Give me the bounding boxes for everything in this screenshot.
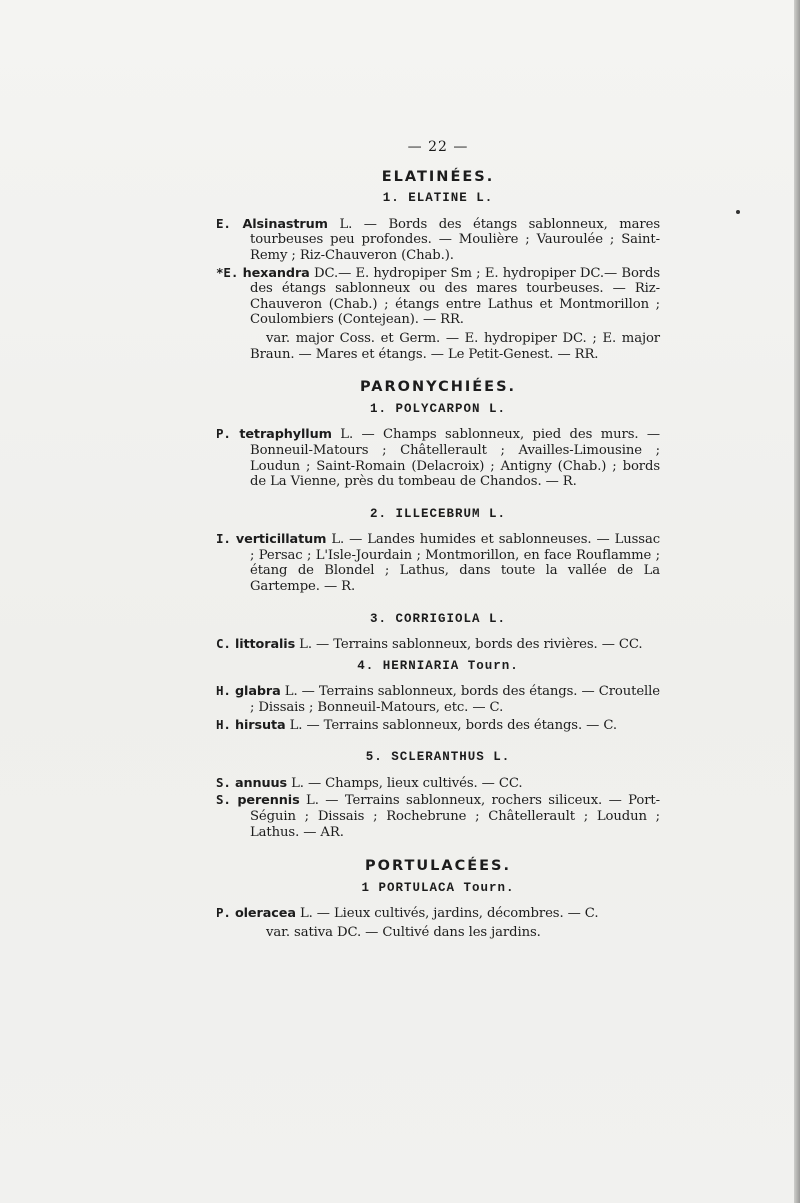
species-entry	[216, 905, 660, 922]
species-entry	[216, 775, 660, 792]
species-genus-abbr: C.	[216, 636, 231, 652]
genus-heading-herniaria: 4. HERNIARIA Tourn.	[357, 658, 519, 673]
species-name: oleracea	[234, 906, 296, 922]
page-text-block	[216, 140, 660, 941]
species-genus-abbr: H.	[216, 716, 231, 732]
genus-heading-polycarpon: 1. POLYCARPON L.	[369, 401, 507, 416]
species-genus-abbr: P.	[216, 426, 231, 442]
species-entry	[216, 426, 660, 489]
species-genus-abbr: P.	[216, 905, 231, 921]
species-name: perennis	[237, 793, 300, 809]
species-entry	[216, 683, 660, 715]
species-genus-abbr: S.	[216, 774, 231, 790]
species-description: L. — Champs sablonneux, pied des murs. — Bonneuil-Matours ; Châtellerault ; Availles-Limousine ; Loudun ; Saint-Romain (Delacroix) ; Antigny (Chab.) ; bords de La Vienne, près du tombeau de Chandos. — R.	[250, 427, 661, 490]
family-heading-portulacees: PORTULACÉES.	[365, 858, 511, 875]
variety-entry: var. major Coss. et Germ. — E. hydropiper DC. ; E. major Braun. — Mares et étangs. — Le Petit-Genest. — RR.	[250, 330, 660, 362]
species-name: Alsinastrum	[242, 216, 328, 232]
species-entry	[216, 531, 660, 594]
species-name: annuus	[234, 775, 288, 791]
page-binding-edge	[794, 0, 800, 1203]
variety-entry: var. sativa DC. — Cultivé dans les jardins.	[266, 924, 541, 940]
species-genus-abbr: *E.	[216, 264, 239, 280]
genus-heading-corrigiola: 3. CORRIGIOLA L.	[369, 611, 507, 626]
species-entry	[216, 636, 660, 653]
genus-heading-illecebrum: 2. ILLECEBRUM L.	[369, 506, 507, 521]
species-name: tetraphyllum	[239, 427, 332, 443]
species-genus-abbr: S.	[216, 792, 231, 808]
genus-heading-portulaca: 1 PORTULACA Tourn.	[361, 880, 515, 895]
genus-heading-elatine: 1. ELATINE L.	[382, 191, 494, 206]
species-description: L. — Terrains sablonneux, bords des étangs. — C.	[285, 717, 617, 733]
species-entry	[216, 792, 660, 840]
species-entry	[216, 216, 660, 264]
species-name: littoralis	[234, 637, 296, 653]
species-entry	[216, 717, 660, 734]
species-genus-abbr: I.	[216, 531, 231, 547]
species-description: L. — Terrains sablonneux, rochers siliceux. — Port-Séguin ; Dissais ; Rochebrune ; Châtellerault ; Loudun ; Lathus. — AR.	[250, 793, 660, 840]
species-description: DC.— E. hydropiper Sm ; E. hydropiper DC.— Bords des étangs sablonneux ou des mares tourbeuses. — Riz-Chauveron (Chab.) ; étangs entre Lathus et Montmorillon ; Coulombiers (Contejean). — RR.	[250, 265, 661, 328]
species-name: verticillatum	[235, 532, 327, 548]
species-entry	[216, 265, 660, 328]
species-description: L. — Terrains sablonneux, bords des rivières. — CC.	[295, 637, 643, 653]
species-description: L. — Lieux cultivés, jardins, décombres. — C.	[295, 906, 599, 922]
ink-spot	[736, 210, 740, 214]
family-heading-paronychiees: PARONYCHIÉES.	[359, 379, 517, 396]
species-description: L. — Terrains sablonneux, bords des étangs. — Croutelle ; Dissais ; Bonneuil-Matours, etc. — C.	[250, 684, 660, 716]
species-description: L. — Bords des étangs sablonneux, mares tourbeuses peu profondes. — Moulière ; Vauroulée ; Saint-Remy ; Riz-Chauveron (Chab.).	[250, 216, 661, 263]
species-name: glabra	[234, 684, 281, 700]
family-heading-elatinees: ELATINÉES.	[381, 168, 495, 185]
species-genus-abbr: E.	[216, 215, 231, 231]
species-name: hirsuta	[234, 717, 286, 733]
genus-heading-scleranthus: 5. SCLERANTHUS L.	[365, 750, 511, 765]
page-number: — 22 —	[407, 139, 469, 155]
species-name: hexandra	[242, 265, 310, 281]
species-description: L. — Champs, lieux cultivés. — CC.	[287, 775, 523, 791]
species-description: L. — Landes humides et sablonneuses. — Lussac ; Persac ; L'Isle-Jourdain ; Montmorillon, en face Rouflamme ; étang de Blondel ; Lathus, dans toute la vallée de La Gartempe. — R.	[250, 532, 660, 595]
species-genus-abbr: H.	[216, 683, 231, 699]
